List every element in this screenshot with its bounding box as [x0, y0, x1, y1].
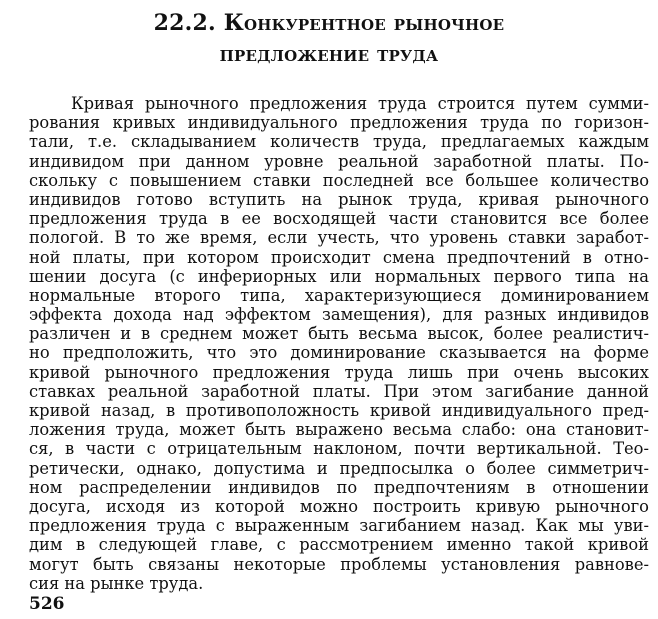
paragraph-line: предложения труда в ее восходящей части становится все более — [29, 209, 649, 229]
paragraph-line: сия на рынке труда. — [29, 573, 204, 593]
body-paragraph — [29, 94, 649, 593]
paragraph-line: индивидов готово вступить на рынок труда, кривая рыночного — [29, 189, 649, 209]
paragraph-line: ся, в части с отрицательным наклоном, почти вертикальной. Тео- — [29, 439, 649, 459]
paragraph-line: предложения труда с выраженным загибанием назад. Как мы уви- — [29, 516, 649, 536]
page-number: 526 — [29, 594, 65, 614]
paragraph-line: пологой. В то же время, если учесть, что уровень ставки заработ- — [29, 228, 649, 248]
paragraph-line: ставках реальной заработной платы. При этом загибание данной — [29, 381, 649, 401]
paragraph-line: но предположить, что это доминирование сказывается на форме — [29, 343, 649, 363]
paragraph-line: ложения труда, может быть выражено весьма слабо: она становит- — [29, 420, 649, 440]
section-heading-line-1: 22.2. Конкурентное рыночное — [153, 10, 505, 36]
paragraph-line: дим в следующей главе, с рассмотрением именно такой кривой — [29, 535, 649, 555]
paragraph-line: тали, т.е. складыванием количеств труда, предлагаемых каждым — [29, 132, 649, 152]
paragraph-line: кривой назад, в противоположность кривой индивидуального пред- — [29, 401, 649, 420]
paragraph-line: ной платы, при котором происходит смена предпочтений в отно- — [29, 247, 649, 267]
paragraph-line: индивидом при данном уровне реальной заработной платы. По- — [29, 151, 649, 171]
section-heading — [0, 8, 658, 70]
paragraph-line: рования кривых индивидуального предложения труда по горизон- — [29, 113, 649, 133]
paragraph-line: могут быть связаны некоторые проблемы установления равнове- — [29, 554, 649, 574]
paragraph-line: кривой рыночного предложения труда лишь при очень высоких — [29, 362, 649, 382]
paragraph-line: ном распределении индивидов по предпочтениям в отношении — [29, 477, 649, 497]
paragraph-line: ретически, однако, допустима и предпосылка о более симметрич- — [29, 458, 649, 478]
paragraph-line: шении досуга (с инфериорных или нормальных первого типа на — [29, 266, 649, 286]
paragraph-line: Кривая рыночного предложения труда строится путем сумми- — [71, 94, 649, 113]
paragraph-line: эффекта дохода над эффектом замещения), для разных индивидов — [29, 305, 649, 325]
section-heading-line-2: предложение труда — [219, 41, 439, 67]
paragraph-line: досуга, исходя из которой можно построить кривую рыночного — [29, 496, 649, 516]
paragraph-line: различен и в среднем может быть весьма высок, более реалистич- — [29, 324, 649, 344]
paragraph-line: скольку с повышением ставки последней все большее количество — [29, 170, 649, 190]
paragraph-line: нормальные второго типа, характеризующиеся доминированием — [29, 285, 649, 305]
